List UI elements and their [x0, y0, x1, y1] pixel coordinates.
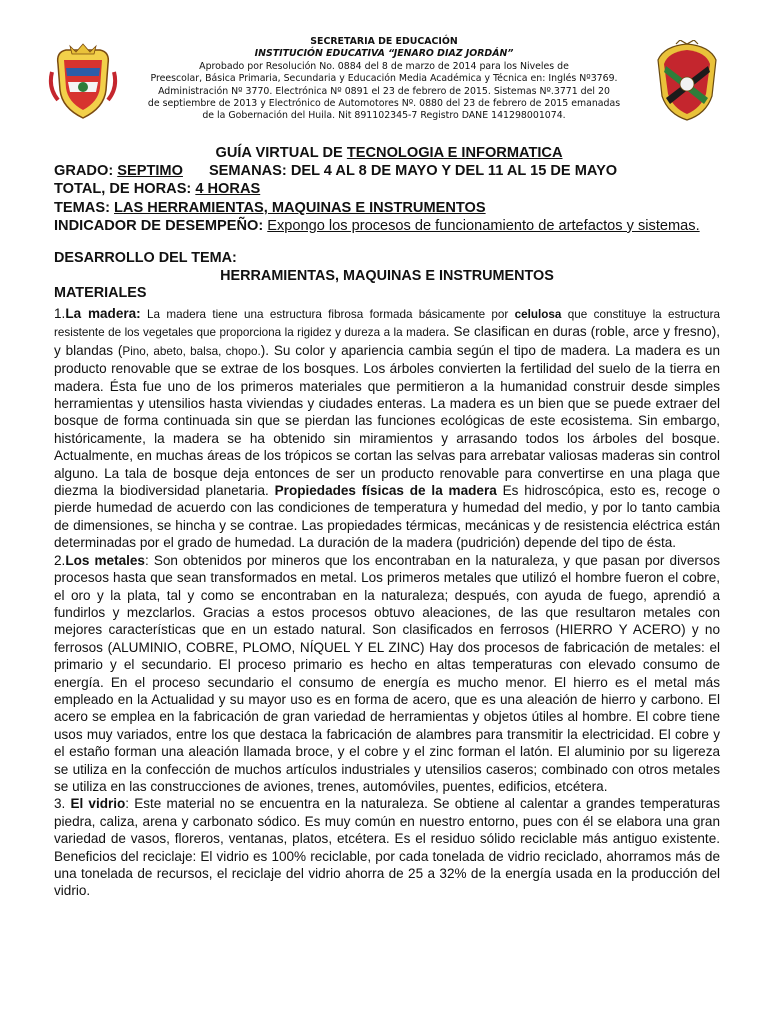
- topic-heading: HERRAMIENTAS, MAQUINAS E INSTRUMENTOS: [220, 267, 554, 284]
- temas-label: TEMAS:: [54, 199, 114, 216]
- madera-propiedades: Propiedades físicas de la madera: [274, 483, 497, 499]
- temas-value: LAS HERRAMIENTAS, MAQUINAS E INSTRUMENTOS: [114, 199, 486, 216]
- madera-text-5: Es hidroscópica, esto es, recoge o pierde humedad de acuerdo con las condiciones de temperatura y humedad del medio, y por lo tanto cambia de dimensiones, se hincha y se contrae. Las propiedades térmicas, mecánicas y de resistencia eléctrica están determinadas por el grado de humedad. La duración de la madera (pudrición) depende del tipo de ésta.: [54, 483, 721, 551]
- madera-title: La madera:: [65, 306, 141, 321]
- guide-title-subject: TECNOLOGIA E INFORMATICA: [346, 145, 563, 161]
- guide-title: [54, 144, 724, 162]
- paragraph-madera: [54, 305, 720, 552]
- header-niveles: Preescolar, Básica Primaria, Secundaria y Educación Media Académica y Técnica en: Inglés Nº3769.: [150, 73, 618, 85]
- paragraph-vidrio: [54, 795, 720, 899]
- indicador-label: INDICADOR DE DESEMPEÑO:: [54, 217, 268, 234]
- materiales-heading: MATERIALES: [54, 285, 147, 301]
- metales-number: 2.: [54, 552, 66, 568]
- grado-label: GRADO:: [54, 163, 118, 180]
- madera-text-2: que constituye la estructura resistente de los vegetales que proporciona la rigidez y dureza a la madera: [54, 308, 720, 340]
- desarrollo-heading: DESARROLLO DEL TEMA:: [54, 250, 237, 266]
- vidrio-title: El vidrio: [70, 796, 126, 812]
- vidrio-number: 3.: [54, 796, 71, 812]
- madera-celulosa: celulosa: [514, 308, 562, 321]
- guide-metadata: [54, 144, 724, 235]
- header-secretaria: SECRETARIA DE EDUCACIÓN: [310, 36, 458, 47]
- header-septiembre: de septiembre de 2013 y Electrónico de Automotores Nº. 0880 del 23 de febrero de 2015 emanadas: [147, 98, 621, 110]
- article-body: [54, 305, 720, 900]
- total-horas-value: 4 HORAS: [195, 181, 261, 198]
- school-crest-right-logo: [654, 40, 720, 124]
- madera-number: 1.: [54, 306, 66, 321]
- paragraph-metales: [54, 552, 720, 796]
- header-gobernacion: de la Gobernación del Huila. Nit 891102345-7 Registro DANE 141298001074.: [202, 110, 566, 122]
- semanas-text: SEMANAS: DEL 4 AL 8 DE MAYO Y DEL 11 AL 15 DE MAYO: [208, 163, 618, 180]
- indicador-row: [54, 217, 724, 235]
- indicador-value: Expongo los procesos de funcionamiento de artefactos y sistemas.: [267, 217, 700, 234]
- school-crest-left-logo: [48, 42, 118, 122]
- temas-row: [54, 199, 724, 217]
- madera-text-4: ). Su color y apariencia cambia según el tipo de madera. La madera es un producto renovable que se extrae de los bosques. Los árboles convierten la fertilidad del suelo de la tierra en madera. Ésta fue uno de los primeros materiales que permitieron a la humanidad construir desde simples herramientas y utensilios hasta viviendas y ciudades enteras. La madera es un bien que se puede extraer del bosque de forma continuada sin que se pierdan las funciones ecológicas de este ecosistema. Sin embargo, históricamente, la madera se ha obtenido sin miramientos y arrasando todos los árboles del bosque. Actualmente, en muchas áreas de los trópicos se cortan las selvas para arrebatar valiosas maderas sin control alguno. La tala de bosque deja entonces de ser un producto renovable para convertirse en una plaga que diezma la biodiversidad planetaria.: [54, 342, 720, 499]
- vidrio-text: : Este material no se encuentra en la naturaleza. Se obtiene al calentar a grandes temperaturas piedra, caliza, arena y carbonato sódico. Es muy común en nuestro entorno, pues con él se elabora una gran variedad de vasos, floreros, ventanas, platos, etcétera. Es el residuo sólido reciclable más antiguo existente. Beneficios del reciclaje: El vidrio es 100% reciclable, por cada tonelada de vidrio reciclado, ahorramos más de una tonelada de recursos, el reciclaje del vidrio ahorra de 25 a 32% de la energía usada en la producción del vidrio.: [54, 796, 720, 899]
- total-horas-row: [54, 180, 724, 198]
- topic-section-header: [54, 250, 720, 303]
- grado-row: [54, 162, 724, 180]
- letterhead-text: [120, 36, 648, 123]
- madera-text-1: La madera tiene una estructura fibrosa formada básicamente por: [140, 308, 515, 321]
- metales-text: : Son obtenidos por mineros que los encontraban en la naturaleza, y que pasan por diversos procesos hasta que sean transformados en metal. Los primeros metales que utilizó el hombre fueron el cobre, el oro y la plata, tal y como se encontraban en la naturaleza; después, con ayuda de fuego, aprendió a fundirlos y mezclarlos. Gracias a estos procesos obtuvo aleaciones, de las que resultaron metales con mejores características que en un estado natural. Son clasificados en ferrosos (HIERRO Y ACERO) y no ferrosos (ALUMINIO, COBRE, PLOMO, NÍQUEL Y EL ZINC) Hay dos procesos de fabricación de metales: el primario y el secundario. El proceso primario es hecho en altas temperaturas con elevado consumo de energía. En el proceso secundario el consumo de energía es mucho menor. El hierro es el metal más empleado en la Actualidad y su mayor uso es en forma de acero, que es una aleación de hierro y carbono. El acero se emplea en la fabricación de gran variedad de herramientas y objetos útiles al hombre. El cobre tiene usos muy variados, entre los que destaca la fabricación de alambres para transmitir la electricidad. El cobre y el estaño forman una aleación llamada broce, y el cobre y el zinc forman el latón. El aluminio por su ligereza se utiliza en la confección de muchos artículos industriales y utensilios caseros; combinado con otros metales se utiliza en las construcciones de aviones, trenes, automóviles, puentes, edificios, etcétera.: [54, 552, 720, 794]
- header-institucion: INSTITUCIÓN EDUCATIVA “JENARO DIAZ JORDÁN”: [254, 48, 514, 60]
- header-administracion: Administración Nº 3770. Electrónica Nº 0891 el 23 de febrero de 2015. Sistemas Nº.3771 del 20: [158, 85, 610, 97]
- grado-value: SEPTIMO: [117, 163, 183, 180]
- letterhead: [40, 36, 728, 132]
- madera-text-3: . Se clasifican en duras (roble, arce y fresno), y blandas (: [54, 324, 720, 358]
- madera-blandas: Pino, abeto, balsa, chopo.: [122, 344, 261, 358]
- header-resolucion: Aprobado por Resolución No. 0884 del 8 de marzo de 2014 para los Niveles de: [199, 60, 569, 72]
- guide-title-prefix: GUÍA VIRTUAL DE: [215, 145, 347, 161]
- total-horas-label: TOTAL, DE HORAS:: [54, 181, 196, 198]
- metales-title: Los metales: [65, 552, 145, 568]
